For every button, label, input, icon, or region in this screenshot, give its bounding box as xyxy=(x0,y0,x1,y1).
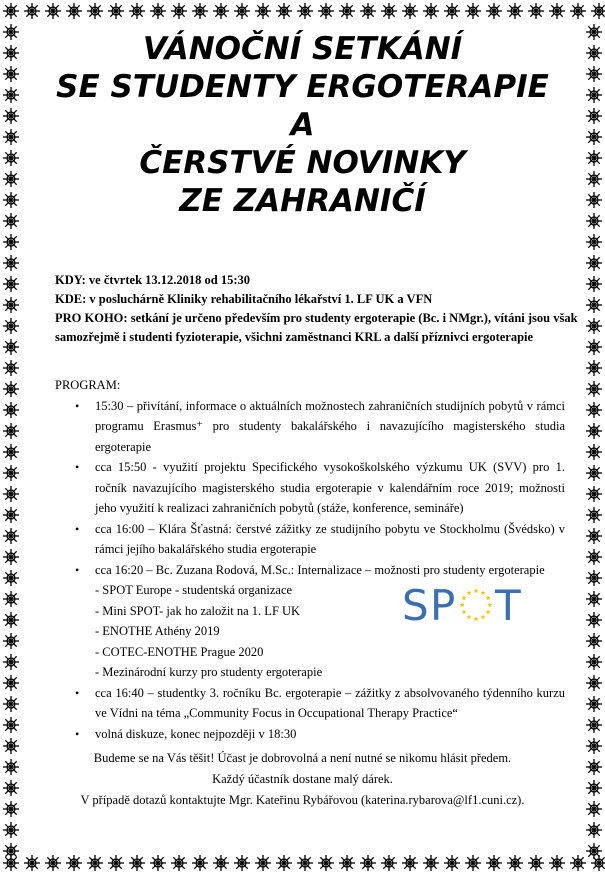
border-ornament-icon xyxy=(586,360,602,376)
border-ornament-icon xyxy=(3,339,19,355)
border-ornament-icon xyxy=(3,213,19,229)
border-ornament-icon xyxy=(3,402,19,418)
border-ornament-icon xyxy=(586,570,602,586)
border-ornament-icon xyxy=(3,297,19,313)
logo-letter: T xyxy=(495,581,521,628)
border-ornament-icon xyxy=(108,3,124,19)
border-ornament-icon xyxy=(586,612,602,628)
border-ornament-icon xyxy=(586,465,602,481)
border-ornament-icon xyxy=(586,318,602,334)
border-ornament-icon xyxy=(129,3,145,19)
border-ornament-icon xyxy=(586,24,602,40)
border-ornament-icon xyxy=(586,507,602,523)
sublist-item: - Mini SPOT- jak ho založit na 1. LF UK xyxy=(95,603,301,618)
border-ornament-icon xyxy=(465,3,481,19)
border-ornament-icon xyxy=(213,3,229,19)
border-ornament-icon xyxy=(486,855,502,871)
bullet-icon: • xyxy=(75,460,80,474)
border-ornament-icon xyxy=(3,801,19,817)
border-ornament-icon xyxy=(108,855,124,871)
border-ornament-icon xyxy=(586,192,602,208)
border-ornament-icon xyxy=(276,3,292,19)
program-section xyxy=(55,375,565,744)
border-ornament-icon xyxy=(586,423,602,439)
program-item-text: cca 16:00 – Klára Šťastná: čerstvé zážitky ze studijního pobytu ve Stockholmu (Švédsko) v rámci jejího bakalářského studia ergoterapie xyxy=(95,521,565,556)
border-ornament-icon xyxy=(276,855,292,871)
star-icon xyxy=(486,595,491,600)
border-ornament-icon xyxy=(3,549,19,565)
border-ornament-icon xyxy=(3,150,19,166)
border-ornament-icon xyxy=(402,3,418,19)
star-icon xyxy=(467,615,472,620)
program-item xyxy=(55,724,565,745)
border-ornament-icon xyxy=(171,855,187,871)
border-ornament-icon xyxy=(339,3,355,19)
sublist-item: - ENOTHE Athény 2019 xyxy=(95,624,220,638)
program-item-text: cca 16:40 – studentky 3. ročníku Bc. ergoterapie – zážitky z absolvovaného týdenního kurzu ve Vídni na téma „Community Focus in Occupational Therapy Practice“ xyxy=(95,685,565,720)
border-ornament-icon xyxy=(150,3,166,19)
border-ornament-icon xyxy=(45,855,61,871)
when-value: ve čtvrtek 13.12.2018 od 15:30 xyxy=(85,273,251,287)
border-ornament-icon xyxy=(3,465,19,481)
who-line-2 xyxy=(55,328,565,347)
border-ornament-icon xyxy=(360,3,376,19)
spot-logo xyxy=(400,580,525,628)
border-bottom xyxy=(0,852,605,874)
border-ornament-icon xyxy=(360,855,376,871)
border-ornament-icon xyxy=(3,66,19,82)
border-ornament-icon xyxy=(87,855,103,871)
border-ornament-icon xyxy=(3,423,19,439)
border-ornament-icon xyxy=(255,3,271,19)
program-item-text: volná diskuze, konec nejpozději v 18:30 xyxy=(95,726,297,741)
border-ornament-icon xyxy=(586,486,602,502)
closing-note xyxy=(30,748,575,811)
border-ornament-icon xyxy=(586,339,602,355)
border-ornament-icon xyxy=(586,675,602,691)
border-ornament-icon xyxy=(586,45,602,61)
border-ornament-icon xyxy=(3,108,19,124)
title-line: ZE ZAHRANIČÍ xyxy=(179,183,426,219)
border-ornament-icon xyxy=(465,855,481,871)
border-ornament-icon xyxy=(3,276,19,292)
border-ornament-icon xyxy=(3,570,19,586)
border-ornament-icon xyxy=(549,855,565,871)
border-ornament-icon xyxy=(150,855,166,871)
star-icon xyxy=(474,616,479,621)
border-ornament-icon xyxy=(586,696,602,712)
border-ornament-icon xyxy=(586,717,602,733)
border-ornament-icon xyxy=(586,801,602,817)
border-ornament-icon xyxy=(3,486,19,502)
border-ornament-icon xyxy=(24,3,40,19)
border-ornament-icon xyxy=(3,87,19,103)
border-ornament-icon xyxy=(66,855,82,871)
border-ornament-icon xyxy=(444,3,460,19)
border-ornament-icon xyxy=(3,444,19,460)
border-ornament-icon xyxy=(3,507,19,523)
border-ornament-icon xyxy=(528,3,544,19)
border-ornament-icon xyxy=(3,192,19,208)
border-ornament-icon xyxy=(192,3,208,19)
border-ornament-icon xyxy=(402,855,418,871)
border-ornament-icon xyxy=(24,855,40,871)
border-ornament-icon xyxy=(297,855,313,871)
star-icon xyxy=(481,590,486,595)
border-ornament-icon xyxy=(3,171,19,187)
page-title xyxy=(30,30,575,220)
border-ornament-icon xyxy=(586,549,602,565)
border-ornament-icon xyxy=(586,108,602,124)
border-ornament-icon xyxy=(171,3,187,19)
border-ornament-icon xyxy=(3,780,19,796)
border-right xyxy=(583,0,605,874)
border-ornament-icon xyxy=(586,780,602,796)
program-item-text: 15:30 – přivítání, informace o aktuálních možnostech zahraničních studijních pobytů v rámci programu Erasmus⁺ pro studenty bakalářského i navazujícího magisterského studia ergoterapie xyxy=(95,398,565,454)
border-left xyxy=(0,0,22,874)
program-item xyxy=(55,519,565,560)
bullet-icon: • xyxy=(75,562,80,577)
who-value-2: samozřejmě i studenti fyzioterapie, všichni zaměstnanci KRL a další příznivci ergoterapie xyxy=(55,330,534,344)
program-item-text: cca 15:50 - využití projektu Specifického vysokoškolského výzkumu UK (SVV) pro 1. ročník navazujícího magisterského studia ergoterapie v kalendářním roce 2019; možnosti jeho využití k realizaci zahraničních pobytů (stáže, konference, semináře) xyxy=(95,460,565,515)
border-ornament-icon xyxy=(586,402,602,418)
border-ornament-icon xyxy=(586,738,602,754)
program-item xyxy=(55,396,565,458)
where-value: v posluchárně Kliniky rehabilitačního lékařství 1. LF UK a VFN xyxy=(86,292,433,306)
border-ornament-icon xyxy=(586,759,602,775)
who-line xyxy=(55,309,578,328)
star-icon xyxy=(460,602,465,607)
border-ornament-icon xyxy=(586,528,602,544)
border-ornament-icon xyxy=(3,591,19,607)
border-ornament-icon xyxy=(586,66,602,82)
border-ornament-icon xyxy=(3,528,19,544)
border-ornament-icon xyxy=(586,633,602,649)
border-top xyxy=(0,0,605,22)
when-line xyxy=(55,271,565,290)
border-ornament-icon xyxy=(192,855,208,871)
border-ornament-icon xyxy=(339,855,355,871)
when-label: KDY: xyxy=(55,273,86,287)
border-ornament-icon xyxy=(234,855,250,871)
border-ornament-icon xyxy=(586,129,602,145)
star-icon xyxy=(461,609,466,614)
border-ornament-icon xyxy=(255,855,271,871)
bullet-icon: • xyxy=(75,521,80,536)
star-icon xyxy=(467,590,472,595)
star-icon xyxy=(481,615,486,620)
border-ornament-icon xyxy=(586,843,602,859)
border-ornament-icon xyxy=(507,855,523,871)
who-value-1: setkání je určeno především pro studenty ergoterapie (Bc. i NMgr.), vítáni jsou však xyxy=(127,311,578,325)
border-ornament-icon xyxy=(3,255,19,271)
border-ornament-icon xyxy=(586,87,602,103)
border-ornament-icon xyxy=(3,45,19,61)
border-ornament-icon xyxy=(444,855,460,871)
border-ornament-icon xyxy=(3,759,19,775)
border-ornament-icon xyxy=(3,717,19,733)
border-ornament-icon xyxy=(129,855,145,871)
border-ornament-icon xyxy=(586,444,602,460)
border-ornament-icon xyxy=(3,381,19,397)
title-line: SE STUDENTY ERGOTERAPIE xyxy=(56,69,549,105)
border-ornament-icon xyxy=(3,696,19,712)
border-ornament-icon xyxy=(318,855,334,871)
program-heading: PROGRAM: xyxy=(55,378,121,392)
border-ornament-icon xyxy=(507,3,523,19)
title-line: ČERSTVÉ NOVINKY xyxy=(139,145,466,181)
border-ornament-icon xyxy=(586,381,602,397)
closing-line-1: Budeme se na Vás těšit! Účast je dobrovolná a není nutné se nikomu hlásit předem. xyxy=(93,751,512,765)
border-ornament-icon xyxy=(586,654,602,670)
border-ornament-icon xyxy=(3,360,19,376)
program-item xyxy=(55,457,565,519)
title-line: A xyxy=(290,107,315,143)
border-ornament-icon xyxy=(423,855,439,871)
logo-letter: P xyxy=(430,581,456,628)
border-ornament-icon xyxy=(423,3,439,19)
sublist-item: - COTEC-ENOTHE Prague 2020 xyxy=(95,644,264,659)
border-ornament-icon xyxy=(3,675,19,691)
who-label: PRO KOHO: xyxy=(55,311,128,325)
sublist-item: - Mezinárodní kurzy pro studenty ergoterapie xyxy=(95,665,323,679)
title-line: VÁNOČNÍ SETKÁNÍ xyxy=(142,31,463,67)
border-ornament-icon xyxy=(528,855,544,871)
border-ornament-icon xyxy=(3,633,19,649)
border-ornament-icon xyxy=(234,3,250,19)
sublist-item: - SPOT Europe - studentská organizace xyxy=(95,583,293,597)
star-icon xyxy=(461,595,466,600)
border-ornament-icon xyxy=(586,234,602,250)
star-icon xyxy=(474,588,479,593)
border-ornament-icon xyxy=(586,591,602,607)
closing-line-3: V případě dotazů kontaktujte Mgr. Kateřinu Rybářovou (katerina.rybarova@lf1.cuni.cz). xyxy=(80,793,525,807)
border-ornament-icon xyxy=(486,3,502,19)
border-ornament-icon xyxy=(3,318,19,334)
border-ornament-icon xyxy=(586,213,602,229)
border-ornament-icon xyxy=(3,234,19,250)
star-icon xyxy=(488,602,493,607)
logo-letter: S xyxy=(402,581,429,628)
border-ornament-icon xyxy=(3,738,19,754)
border-ornament-icon xyxy=(213,855,229,871)
bullet-icon: • xyxy=(75,726,80,741)
border-ornament-icon xyxy=(3,843,19,859)
program-item xyxy=(55,683,565,724)
border-ornament-icon xyxy=(3,24,19,40)
border-ornament-icon xyxy=(318,3,334,19)
border-ornament-icon xyxy=(586,297,602,313)
border-ornament-icon xyxy=(87,3,103,19)
border-ornament-icon xyxy=(586,171,602,187)
bullet-icon: • xyxy=(75,685,80,700)
eu-stars-ring xyxy=(460,588,493,621)
border-ornament-icon xyxy=(586,276,602,292)
border-ornament-icon xyxy=(297,3,313,19)
border-ornament-icon xyxy=(381,3,397,19)
border-ornament-icon xyxy=(66,3,82,19)
border-ornament-icon xyxy=(3,612,19,628)
where-line xyxy=(55,290,565,309)
border-ornament-icon xyxy=(3,654,19,670)
program-list xyxy=(55,396,565,745)
bullet-icon: • xyxy=(75,398,80,413)
program-item-text: cca 16:20 – Bc. Zuzana Rodová, M.Sc.: Internalizace – možnosti pro studenty ergoterapie xyxy=(95,562,545,577)
event-info xyxy=(55,271,578,347)
border-ornament-icon xyxy=(3,822,19,838)
closing-line-2: Každý účastník dostane malý dárek. xyxy=(212,772,393,786)
border-ornament-icon xyxy=(3,129,19,145)
border-ornament-icon xyxy=(586,255,602,271)
border-ornament-icon xyxy=(549,3,565,19)
border-ornament-icon xyxy=(586,822,602,838)
border-ornament-icon xyxy=(45,3,61,19)
border-ornament-icon xyxy=(381,855,397,871)
border-ornament-icon xyxy=(586,150,602,166)
where-label: KDE: xyxy=(55,292,87,306)
star-icon xyxy=(486,609,491,614)
